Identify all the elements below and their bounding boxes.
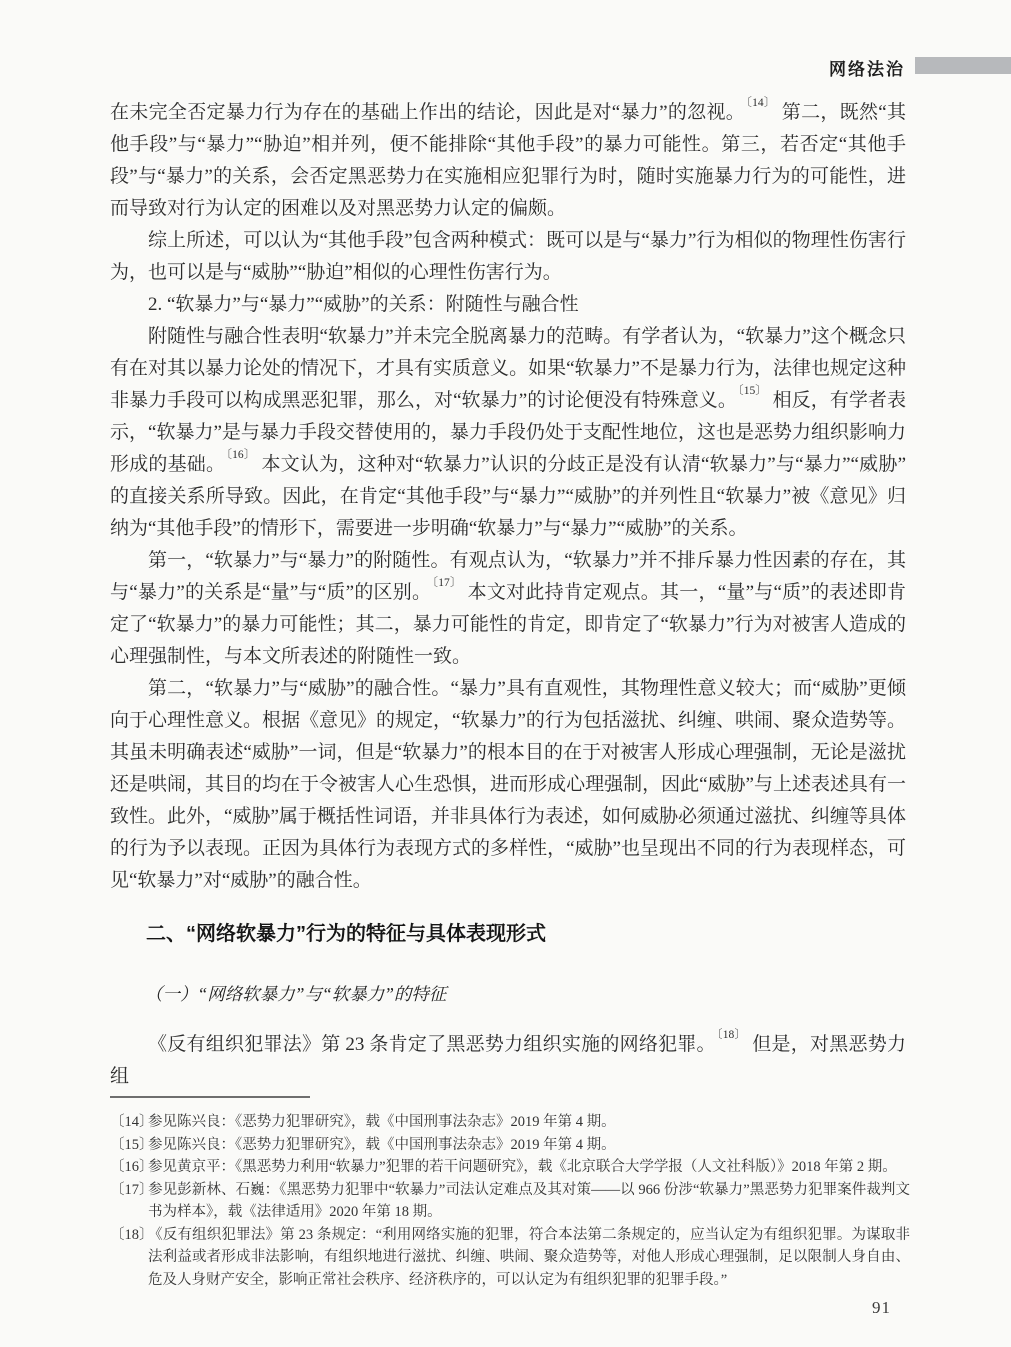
footnote-number: 〔15〕 [110, 1136, 154, 1153]
paragraph-text: 相反，有学者表示，“软暴力”是与暴力手段交替使用的，暴力手段仍处于支配性地位，这也是恶势力组织影响力形成的基础。 [110, 390, 906, 475]
footnote-ref-16: 〔16〕 [226, 448, 256, 461]
article-body [110, 97, 906, 1093]
footnote-ref-14: 〔14〕 [746, 96, 776, 109]
paragraph-text: 但是，对黑恶势力组 [110, 1034, 906, 1087]
footnote-18 [110, 1224, 910, 1292]
paragraph-text: 综上所述，可以认为“其他手段”包含两种模式：既可以是与“暴力”行为相似的物理性伤害行为，也可以是与“威胁”“胁迫”相似的心理性伤害行为。 [110, 230, 906, 283]
paragraph-first-point [110, 545, 906, 673]
running-head-section-title: 网络法治 [829, 60, 905, 79]
paragraph-summary [110, 225, 906, 289]
paragraph-text: 第一，“软暴力”与“暴力”的附随性。有观点认为，“软暴力”并不排斥暴力性因素的存在，其与“暴力”的关系是“量”与“质”的区别。 [110, 550, 906, 603]
footnote-number: 〔17〕 [110, 1181, 154, 1198]
header-decorative-bar [915, 57, 1011, 74]
paragraph-text: 本文认为，这种对“软暴力”认识的分歧正是没有认清“软暴力”与“暴力”“威胁”的直接关系所导致。因此，在肯定“其他手段”与“暴力”“威胁”的并列性且“软暴力”被《意见》归纳为“其他手段”的情形下，需要进一步明确“软暴力”与“暴力”“威胁”的关系。 [110, 454, 906, 539]
paragraph-text: 附随性与融合性表明“软暴力”并未完全脱离暴力的范畴。有学者认为，“软暴力”这个概念只有在对其以暴力论处的情况下，才具有实质意义。如果“软暴力”不是暴力行为，法律也规定这种非暴力手段可以构成黑恶犯罪，那么，对“软暴力”的讨论便没有特殊意义。 [110, 326, 906, 411]
footnote-ref-18: 〔18〕 [716, 1028, 747, 1041]
footnote-14 [110, 1111, 910, 1134]
paragraph-text: 本文对此持肯定观点。其一，“量”与“质”的表述即肯定了“软暴力”的暴力可能性；其二，暴力可能性的肯定，即肯定了“软暴力”行为对被害人造成的心理强制性，与本文所表述的附随性一致。 [110, 582, 906, 667]
footnote-ref-15: 〔15〕 [737, 384, 767, 397]
footnote-text: 参见陈兴良：《恶势力犯罪研究》，载《中国刑事法杂志》2019 年第 4 期。 [148, 1136, 616, 1153]
subsection-heading-2-1: （一）“网络软暴力”与“软暴力”的特征 [145, 984, 447, 1004]
footnote-text: 参见陈兴良：《恶势力犯罪研究》，载《中国刑事法杂志》2019 年第 4 期。 [148, 1114, 616, 1130]
footnote-number: 〔18〕 [110, 1226, 154, 1243]
paragraph-text: 在未完全否定暴力行为存在的基础上作出的结论，因此是对“暴力”的忽视。 [110, 102, 746, 123]
page-number: 91 [872, 1298, 891, 1317]
footnote-text: 参见彭新林、石巍：《黑恶势力犯罪中“软暴力”司法认定难点及其对策——以 966 份涉“软暴力”黑恶势力犯罪案件裁判文书为样本》，载《法律适用》2020 年第 18 期。 [148, 1181, 910, 1220]
footnote-15 [110, 1134, 910, 1157]
footnote-17 [110, 1179, 910, 1224]
paragraph-text: 第二，既然“其他手段”与“暴力”“胁迫”相并列，便不能排除“其他手段”的暴力可能性。第三，若否定“其他手段”与“暴力”的关系，会否定黑恶势力在实施相应犯罪行为时，随时实施暴力行为的可能性，进而导致对行为认定的困难以及对黑恶势力认定的偏颇。 [110, 102, 907, 219]
numbered-item-heading [110, 289, 906, 321]
paragraph-second-point [110, 673, 906, 897]
paragraph-continuation [110, 97, 906, 225]
paragraph-text: 《反有组织犯罪法》第 23 条肯定了黑恶势力组织实施的网络犯罪。 [148, 1034, 716, 1055]
footnote-separator-rule [110, 1096, 310, 1098]
footnote-ref-17: 〔17〕 [432, 576, 462, 589]
footnote-text: 《反有组织犯罪法》第 23 条规定：“利用网络实施的犯罪，符合本法第二条规定的，应当认定为有组织犯罪。为谋取非法利益或者形成非法影响，有组织地进行滋扰、纠缠、哄闹、聚众造势等，对他人形成心理强制，足以限制人身自由、危及人身财产安全，影响正常社会秩序、经济秩序的，可以认定为有组织犯罪的犯罪手段。” [148, 1226, 910, 1288]
item-heading-text: 2. “软暴力”与“暴力”“威胁”的关系：附随性与融合性 [148, 294, 579, 315]
paragraph-text: 第二，“软暴力”与“威胁”的融合性。“暴力”具有直观性，其物理性意义较大；而“威胁”更倾向于心理性意义。根据《意见》的规定，“软暴力”的行为包括滋扰、纠缠、哄闹、聚众造势等。其虽未明确表述“威胁”一词，但是“软暴力”的根本目的在于对被害人形成心理强制，无论是滋扰还是哄闹，其目的均在于令被害人心生恐惧，进而形成心理强制，因此“威胁”与上述表述具有一致性。此外，“威胁”属于概括性词语，并非具体行为表述，如何威胁必须通过滋扰、纠缠等具体的行为予以表现。正因为具体行为表现方式的多样性，“威胁”也呈现出不同的行为表现样态，可见“软暴力”对“威胁”的融合性。 [110, 678, 906, 891]
footnote-16 [110, 1156, 910, 1179]
section-heading-2: 二、“网络软暴力”行为的特征与具体表现形式 [146, 923, 546, 945]
footnotes-block [110, 1096, 910, 1291]
paragraph-anti-organized-crime-law [110, 1029, 906, 1093]
footnote-number: 〔14〕 [110, 1114, 154, 1130]
paragraph-attachment-fusion [110, 321, 906, 545]
footnote-number: 〔16〕 [110, 1159, 154, 1175]
footnote-text: 参见黄京平：《黑恶势力利用“软暴力”犯罪的若干问题研究》，载《北京联合大学学报（人文社科版）》2018 年第 2 期。 [148, 1159, 897, 1175]
